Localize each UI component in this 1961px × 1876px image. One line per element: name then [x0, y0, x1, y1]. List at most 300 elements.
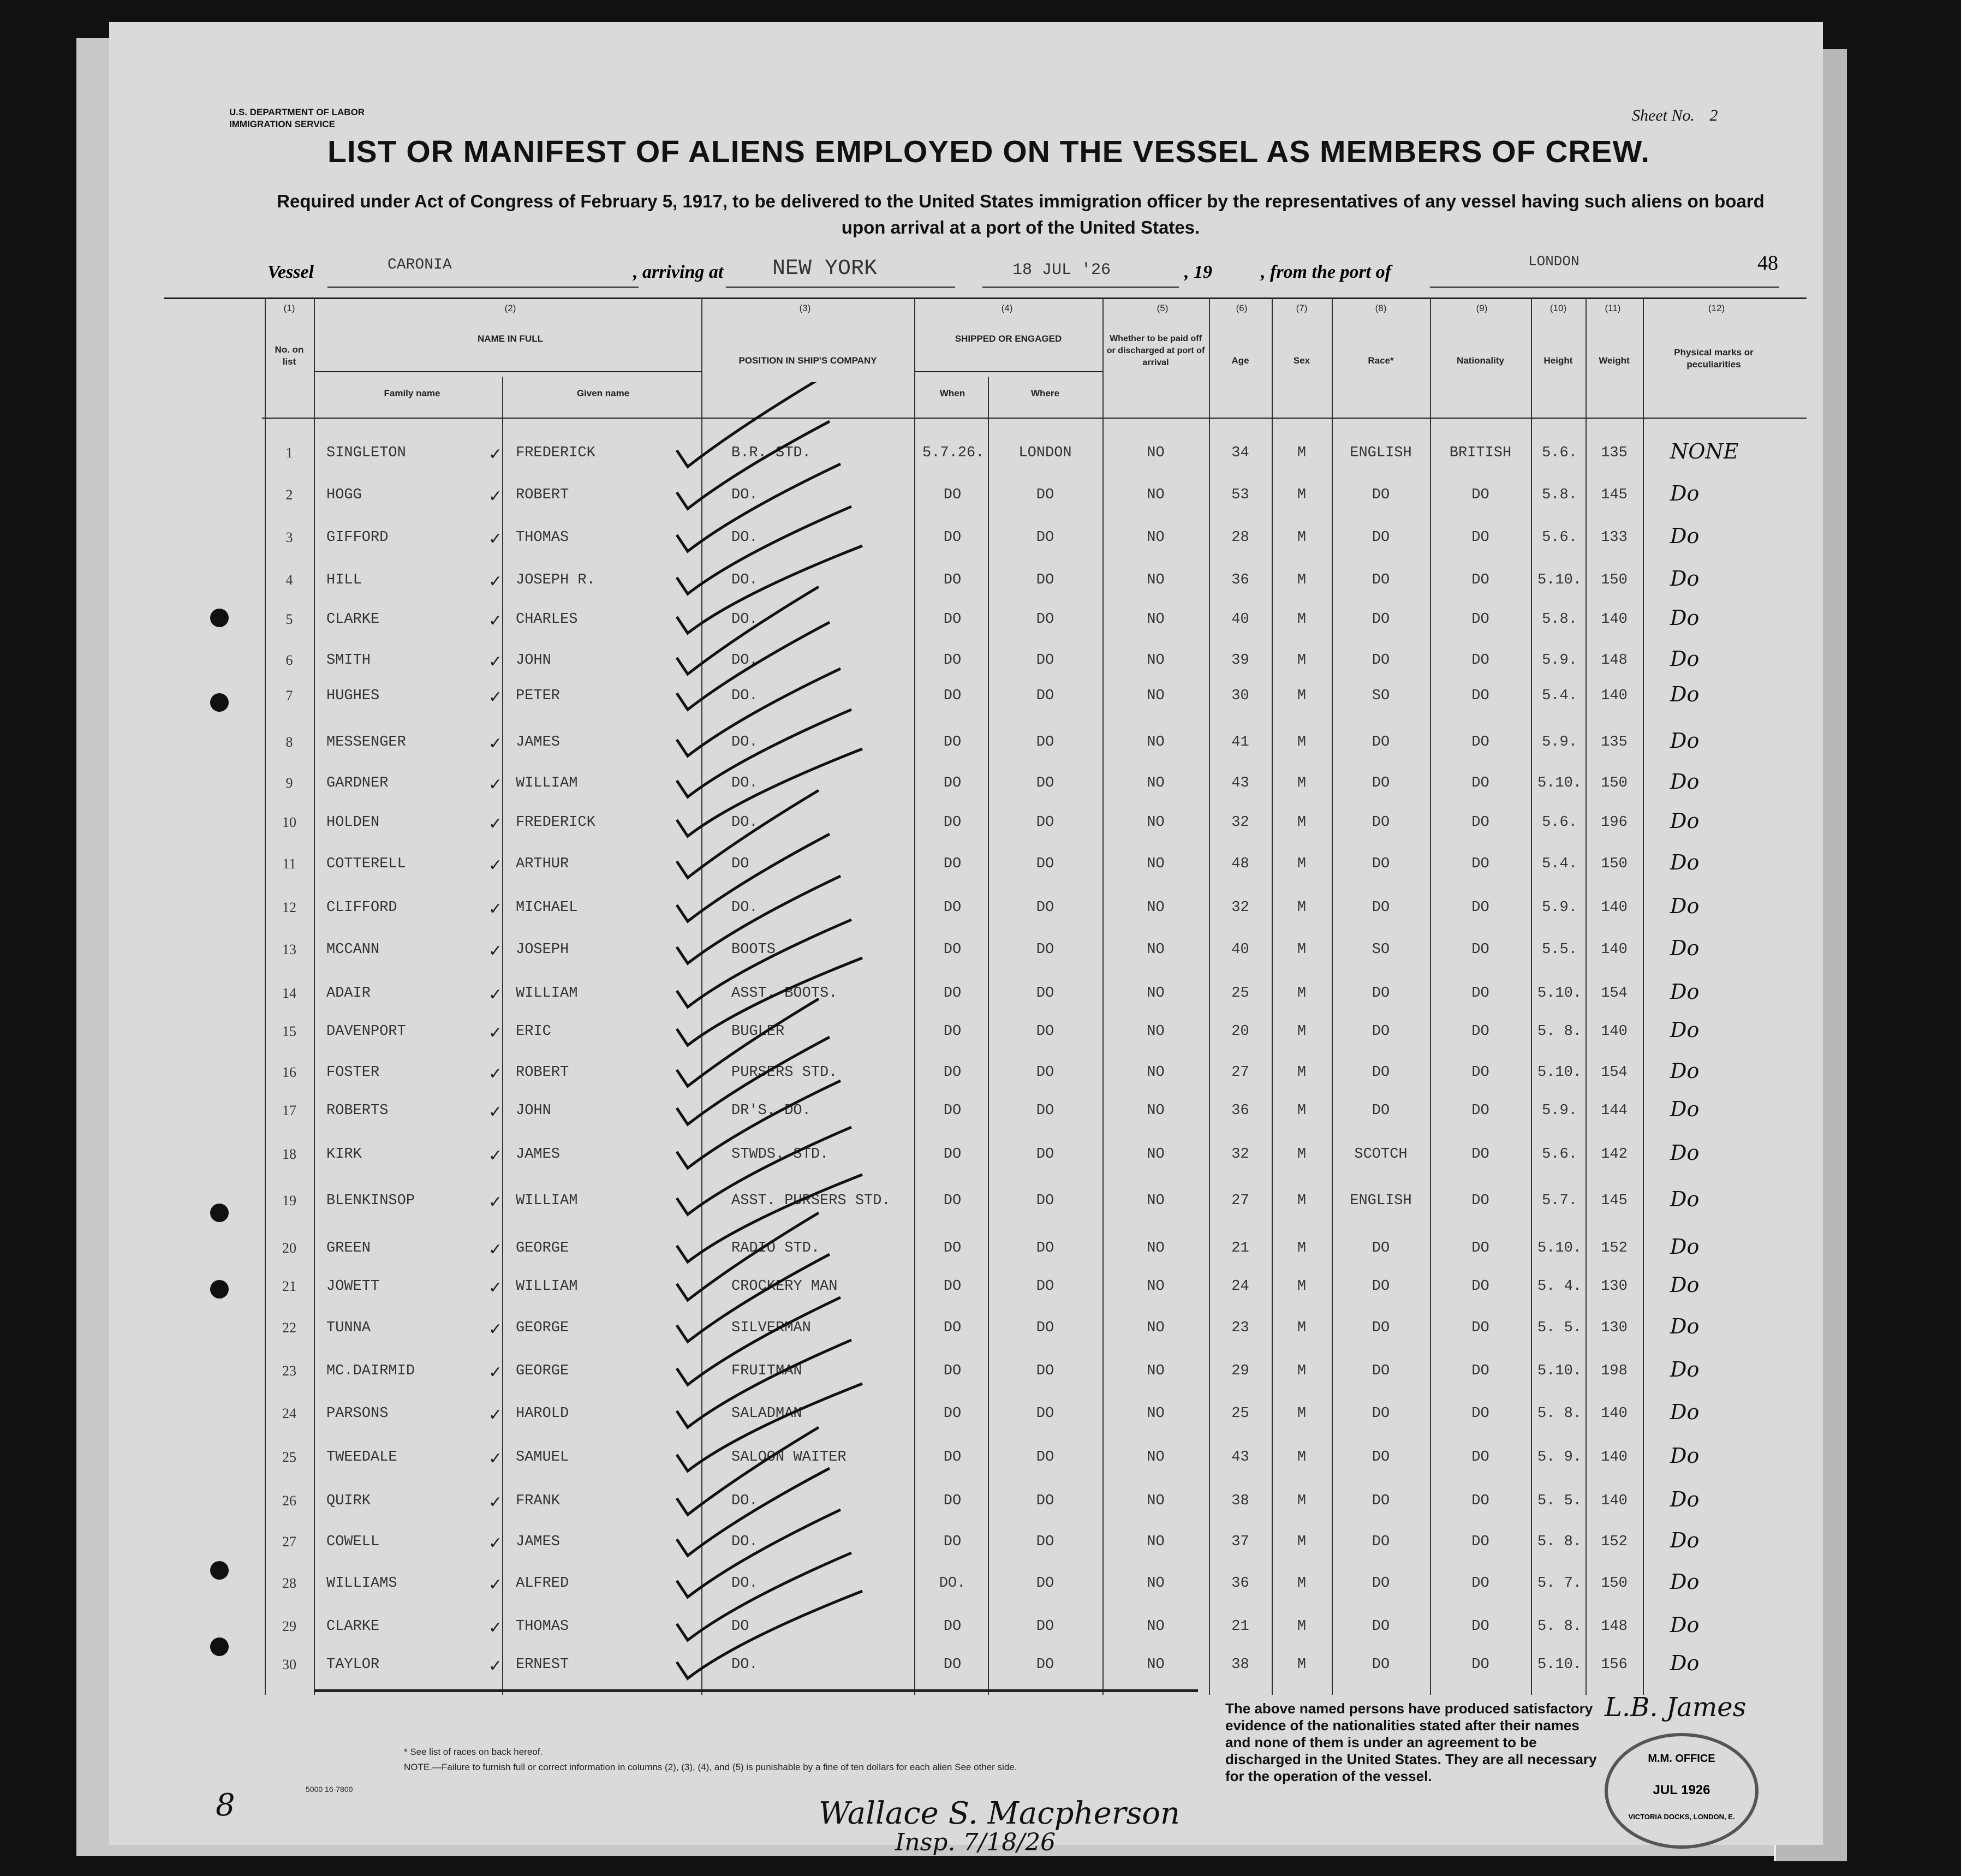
col-header-shipped: SHIPPED OR ENGAGED [955, 333, 1062, 344]
age-cell: 41 [1231, 734, 1249, 751]
given-name-cell: FREDERICK [516, 814, 595, 831]
sex-cell: M [1297, 1618, 1307, 1635]
age-cell: 40 [1231, 611, 1249, 628]
when-cell: 5.7.26. [922, 445, 985, 461]
age-cell: 32 [1231, 1146, 1249, 1163]
age-cell: 32 [1231, 814, 1249, 831]
underline [327, 287, 639, 288]
vessel-row [267, 252, 1796, 289]
weight-cell: 140 [1601, 688, 1628, 704]
paid-off-cell: NO [1147, 1449, 1165, 1466]
family-name-cell: MCCANN [326, 942, 380, 958]
col-number: (6) [1236, 303, 1248, 313]
nationality-cell: DO [1471, 1103, 1489, 1119]
table-row [0, 1400, 1961, 1433]
weight-cell: 196 [1601, 814, 1628, 831]
position-cell: CROCKERY MAN [731, 1278, 838, 1295]
sex-cell: M [1297, 985, 1307, 1002]
sheet-number [1632, 106, 1718, 125]
marks-cell: Do [1670, 936, 1700, 960]
position-cell: DO [731, 856, 749, 872]
check-mark-icon: ✓ [488, 1618, 503, 1637]
where-cell: DO [1036, 1449, 1054, 1466]
nationality-cell: DO [1471, 734, 1489, 751]
col-header-marks: Physical marks or peculiarities [1674, 347, 1754, 370]
check-mark-icon: ✓ [488, 856, 503, 875]
family-name-cell: CLIFFORD [326, 900, 397, 916]
height-cell: 5.9. [1542, 652, 1577, 669]
height-cell: 5.10. [1537, 1363, 1582, 1379]
underline [726, 287, 955, 288]
row-number: 7 [285, 688, 293, 704]
position-cell: RADIO STD. [731, 1240, 820, 1256]
nationality-cell: DO [1471, 856, 1489, 872]
pen-stroke [677, 1340, 851, 1427]
age-cell: 43 [1231, 1449, 1249, 1466]
check-mark-icon: ✓ [488, 611, 503, 630]
check-mark-icon: ✓ [488, 1363, 503, 1382]
given-name-cell: FREDERICK [516, 445, 595, 461]
marks-cell: Do [1670, 1487, 1700, 1511]
age-cell: 27 [1231, 1193, 1249, 1209]
family-name-cell: SMITH [326, 652, 371, 669]
table-row [0, 1314, 1961, 1347]
race-cell: DO [1372, 529, 1390, 546]
row-number: 21 [282, 1278, 296, 1294]
where-cell: DO [1036, 1657, 1054, 1673]
age-cell: 36 [1231, 1103, 1249, 1119]
col-number: (7) [1296, 303, 1308, 313]
height-cell: 5. 8. [1537, 1405, 1582, 1422]
paid-off-cell: NO [1147, 1534, 1165, 1550]
col-header-where: Where [1031, 388, 1059, 398]
when-cell: DO [943, 734, 962, 751]
position-cell: DO. [731, 572, 758, 588]
position-cell: DO. [731, 814, 758, 831]
pen-stroke [677, 1553, 851, 1640]
arrival-port: NEW YORK [772, 257, 878, 281]
paid-off-cell: NO [1147, 1493, 1165, 1509]
when-cell: DO [943, 1618, 962, 1635]
when-cell: DO [943, 1493, 962, 1509]
marks-cell: Do [1670, 980, 1700, 1004]
weight-cell: 140 [1601, 942, 1628, 958]
col-header-race: Race* [1368, 355, 1394, 366]
table-row [0, 1651, 1961, 1684]
family-name-cell: BLENKINSOP [326, 1193, 415, 1209]
table-row [0, 770, 1961, 802]
height-cell: 5. 8. [1537, 1023, 1582, 1040]
position-cell: DO. [731, 688, 758, 704]
age-cell: 48 [1231, 856, 1249, 872]
age-cell: 25 [1231, 985, 1249, 1002]
marks-cell: Do [1670, 567, 1700, 591]
pen-stroke [677, 1254, 830, 1342]
table-row [0, 1444, 1961, 1476]
stamp-date: JUL 1926 [1653, 1783, 1710, 1797]
race-cell: DO [1372, 1493, 1390, 1509]
sex-cell: M [1297, 1064, 1307, 1081]
check-mark-icon: ✓ [488, 1493, 503, 1512]
when-cell: DO [943, 1449, 962, 1466]
col-header-when: When [939, 388, 965, 398]
height-cell: 5.6. [1542, 1146, 1577, 1163]
pen-stroke [677, 920, 851, 1007]
nationality-cell: DO [1471, 652, 1489, 669]
height-cell: 5.4. [1542, 688, 1577, 704]
col-header-name: NAME IN FULL [478, 333, 543, 344]
height-cell: 5.10. [1537, 985, 1582, 1002]
table-row [0, 1613, 1961, 1646]
paid-off-cell: NO [1147, 1146, 1165, 1163]
master-signature: L.B. James [1605, 1692, 1747, 1723]
weight-cell: 154 [1601, 1064, 1628, 1081]
where-cell: DO [1036, 572, 1054, 588]
given-name-cell: FRANK [516, 1493, 561, 1509]
age-cell: 27 [1231, 1064, 1249, 1081]
sheet-value: 2 [1709, 106, 1718, 124]
paid-off-cell: NO [1147, 775, 1165, 791]
table-row [0, 1059, 1961, 1092]
check-mark-icon: ✓ [488, 814, 503, 833]
race-cell: DO [1372, 487, 1390, 503]
weight-cell: 140 [1601, 1493, 1628, 1509]
nationality-cell: DO [1471, 611, 1489, 628]
given-name-cell: HAROLD [516, 1405, 569, 1422]
row-number: 5 [285, 611, 293, 627]
sex-cell: M [1297, 734, 1307, 751]
paid-off-cell: NO [1147, 942, 1165, 958]
pen-stroke [677, 1037, 830, 1124]
where-cell: DO [1036, 1240, 1054, 1256]
row-number: 12 [282, 900, 296, 915]
col-number: (1) [283, 303, 295, 313]
check-mark-icon: ✓ [488, 487, 503, 506]
paid-off-cell: NO [1147, 856, 1165, 872]
check-mark-icon: ✓ [488, 1193, 503, 1212]
position-cell: BUGLER [731, 1023, 785, 1040]
weight-cell: 148 [1601, 652, 1628, 669]
position-cell: SALOON WAITER [731, 1449, 847, 1466]
weight-cell: 145 [1601, 487, 1628, 503]
sex-cell: M [1297, 1363, 1307, 1379]
marks-cell: Do [1670, 1357, 1700, 1381]
when-cell: DO [943, 985, 962, 1002]
nationality-cell: DO [1471, 1493, 1489, 1509]
weight-cell: 148 [1601, 1618, 1628, 1635]
sex-cell: M [1297, 856, 1307, 872]
marks-cell: Do [1670, 1273, 1700, 1297]
check-mark-icon: ✓ [488, 734, 503, 753]
marks-cell: Do [1670, 894, 1700, 918]
paid-off-cell: NO [1147, 487, 1165, 503]
row-number: 22 [282, 1320, 296, 1336]
sex-cell: M [1297, 1449, 1307, 1466]
header-bottom-border [262, 418, 1807, 419]
where-cell: DO [1036, 1618, 1054, 1635]
race-cell: ENGLISH [1350, 445, 1412, 461]
race-cell: DO [1372, 1534, 1390, 1550]
department-label [229, 106, 365, 130]
weight-cell: 150 [1601, 856, 1628, 872]
family-name-cell: GREEN [326, 1240, 371, 1256]
inspector-date: Insp. 7/18/26 [895, 1829, 1056, 1856]
race-cell: DO [1372, 1405, 1390, 1422]
nationality-cell: DO [1471, 1064, 1489, 1081]
age-cell: 28 [1231, 529, 1249, 546]
marks-cell: Do [1670, 1018, 1700, 1042]
family-name-cell: MESSENGER [326, 734, 406, 751]
height-cell: 5.10. [1537, 1064, 1582, 1081]
col-header-given-name: Given name [576, 388, 630, 398]
check-mark-icon: ✓ [488, 572, 503, 591]
family-name-cell: CLARKE [326, 611, 380, 628]
age-cell: 36 [1231, 572, 1249, 588]
given-name-cell: WILLIAM [516, 1278, 578, 1295]
check-mark-icon: ✓ [488, 652, 503, 671]
row-number: 15 [282, 1023, 296, 1039]
sex-cell: M [1297, 900, 1307, 916]
where-cell: DO [1036, 611, 1054, 628]
age-cell: 23 [1231, 1320, 1249, 1336]
row-number: 20 [282, 1240, 296, 1256]
pen-stroke [677, 1510, 841, 1597]
weight-cell: 140 [1601, 1449, 1628, 1466]
age-cell: 34 [1231, 445, 1249, 461]
height-cell: 5.6. [1542, 445, 1577, 461]
when-cell: DO [943, 1146, 962, 1163]
race-cell: DO [1372, 1657, 1390, 1673]
nationality-cell: BRITISH [1449, 445, 1512, 461]
check-mark-icon: ✓ [488, 1103, 503, 1122]
when-cell: DO [943, 1023, 962, 1040]
position-cell: DO. [731, 775, 758, 791]
check-mark-icon: ✓ [488, 1320, 503, 1339]
given-name-cell: MICHAEL [516, 900, 578, 916]
race-cell: DO [1372, 814, 1390, 831]
height-cell: 5.8. [1542, 611, 1577, 628]
nationality-cell: DO [1471, 529, 1489, 546]
col-number: (4) [1001, 303, 1013, 313]
family-name-cell: HOLDEN [326, 814, 380, 831]
marks-cell: Do [1670, 1235, 1700, 1259]
paid-off-cell: NO [1147, 529, 1165, 546]
nationality-cell: DO [1471, 1240, 1489, 1256]
row-number: 19 [282, 1193, 296, 1208]
marks-cell: Do [1670, 1444, 1700, 1468]
row-number: 6 [285, 652, 293, 668]
given-name-cell: JOSEPH [516, 942, 569, 958]
given-name-cell: ERIC [516, 1023, 551, 1040]
col-number: (11) [1605, 303, 1621, 313]
row-number: 2 [285, 487, 293, 503]
where-cell: DO [1036, 1193, 1054, 1209]
table-row [0, 1018, 1961, 1051]
table-row [0, 936, 1961, 969]
race-cell: DO [1372, 856, 1390, 872]
nationality-cell: DO [1471, 942, 1489, 958]
nationality-cell: DO [1471, 1023, 1489, 1040]
when-cell: DO [943, 1064, 962, 1081]
when-cell: DO [943, 814, 962, 831]
family-name-cell: TUNNA [326, 1320, 371, 1336]
age-cell: 38 [1231, 1657, 1249, 1673]
where-cell: DO [1036, 1534, 1054, 1550]
race-cell: DO [1372, 1103, 1390, 1119]
age-cell: 38 [1231, 1493, 1249, 1509]
paid-off-cell: NO [1147, 1278, 1165, 1295]
nationality-cell: DO [1471, 1146, 1489, 1163]
position-cell: ASST. PURSERS STD. [731, 1193, 891, 1209]
given-name-cell: THOMAS [516, 1618, 569, 1635]
weight-cell: 150 [1601, 775, 1628, 791]
race-cell: DO [1372, 1023, 1390, 1040]
sheet-label: Sheet No. [1632, 106, 1695, 124]
given-name-cell: JOHN [516, 1103, 551, 1119]
marks-cell: Do [1670, 850, 1700, 874]
position-cell: DO. [731, 1493, 758, 1509]
weight-cell: 152 [1601, 1534, 1628, 1550]
age-cell: 43 [1231, 775, 1249, 791]
family-name-cell: ROBERTS [326, 1103, 389, 1119]
table-row [0, 980, 1961, 1013]
given-name-cell: WILLIAM [516, 985, 578, 1002]
stamp-bottom-text: VICTORIA DOCKS, LONDON, E. [1628, 1813, 1735, 1821]
height-cell: 5.6. [1542, 529, 1577, 546]
table-row [0, 481, 1961, 514]
check-mark-icon: ✓ [488, 1023, 503, 1043]
when-cell: DO [943, 1320, 962, 1336]
when-cell: DO [943, 572, 962, 588]
height-cell: 5. 5. [1537, 1493, 1582, 1509]
where-cell: LONDON [1018, 445, 1072, 461]
nationality-cell: DO [1471, 1575, 1489, 1592]
col-header-weight: Weight [1599, 355, 1630, 366]
vessel-label: Vessel [267, 262, 314, 282]
pen-stroke [677, 958, 862, 1045]
sex-cell: M [1297, 1240, 1307, 1256]
table-row [0, 439, 1961, 472]
row-number: 26 [282, 1493, 296, 1509]
height-cell: 5.9. [1542, 734, 1577, 751]
weight-cell: 140 [1601, 611, 1628, 628]
table-row [0, 894, 1961, 927]
age-cell: 37 [1231, 1534, 1249, 1550]
height-cell: 5. 4. [1537, 1278, 1582, 1295]
pen-stroke [677, 1468, 830, 1556]
given-name-cell: GEORGE [516, 1320, 569, 1336]
pen-stroke [677, 1427, 819, 1515]
where-cell: DO [1036, 734, 1054, 751]
pen-stroke [677, 507, 851, 594]
row-number: 30 [282, 1657, 296, 1672]
where-cell: DO [1036, 1493, 1054, 1509]
pen-stroke [677, 1297, 841, 1385]
row-number: 23 [282, 1363, 296, 1379]
from-port-label: , from the port of [1261, 262, 1391, 282]
weight-cell: 142 [1601, 1146, 1628, 1163]
row-number: 28 [282, 1575, 296, 1591]
when-cell: DO [943, 1405, 962, 1422]
race-cell: DO [1372, 1320, 1390, 1336]
family-name-cell: SINGLETON [326, 445, 406, 461]
age-cell: 29 [1231, 1363, 1249, 1379]
check-mark-icon: ✓ [488, 1575, 503, 1594]
family-name-cell: COTTERELL [326, 856, 406, 872]
row-number: 27 [282, 1534, 296, 1550]
row-number: 10 [282, 814, 296, 830]
given-name-cell: THOMAS [516, 529, 569, 546]
where-cell: DO [1036, 1023, 1054, 1040]
weight-cell: 144 [1601, 1103, 1628, 1119]
where-cell: DO [1036, 942, 1054, 958]
family-name-cell: KIRK [326, 1146, 362, 1163]
sex-cell: M [1297, 1534, 1307, 1550]
table-row [0, 1357, 1961, 1390]
paid-off-cell: NO [1147, 1405, 1165, 1422]
height-cell: 5.6. [1542, 814, 1577, 831]
weight-cell: 140 [1601, 1023, 1628, 1040]
check-mark-icon: ✓ [488, 1405, 503, 1425]
marks-cell: Do [1670, 682, 1700, 706]
paid-off-cell: NO [1147, 572, 1165, 588]
position-cell: B.R. STD. [731, 445, 811, 461]
check-mark-icon: ✓ [488, 1657, 503, 1676]
position-cell: DO. [731, 652, 758, 669]
col-header-sex: Sex [1293, 355, 1310, 366]
pen-stroke [677, 790, 819, 878]
race-cell: DO [1372, 1618, 1390, 1635]
office-stamp [1605, 1733, 1759, 1849]
nationality-cell: DO [1471, 1405, 1489, 1422]
height-cell: 5. 5. [1537, 1320, 1582, 1336]
vessel-name: CARONIA [388, 257, 452, 273]
sex-cell: M [1297, 1146, 1307, 1163]
marks-cell: Do [1670, 1613, 1700, 1637]
when-cell: DO [943, 1193, 962, 1209]
pen-stroke [677, 749, 862, 836]
where-cell: DO [1036, 1575, 1054, 1592]
given-name-cell: JAMES [516, 1534, 561, 1550]
page-number: 48 [1757, 252, 1778, 275]
marks-cell: Do [1670, 1314, 1700, 1338]
form-code: 5000 16-7800 [306, 1785, 353, 1794]
age-cell: 21 [1231, 1240, 1249, 1256]
shipped-subheader-line [914, 371, 1102, 372]
where-cell: DO [1036, 1064, 1054, 1081]
check-mark-icon: ✓ [488, 1534, 503, 1553]
weight-cell: 150 [1601, 1575, 1628, 1592]
weight-cell: 156 [1601, 1657, 1628, 1673]
end-of-list-line [314, 1689, 1198, 1692]
marks-cell: Do [1670, 606, 1700, 630]
weight-cell: 135 [1601, 734, 1628, 751]
row-number: 24 [282, 1405, 296, 1421]
pen-stroke [677, 1175, 862, 1262]
race-cell: DO [1372, 1240, 1390, 1256]
where-cell: DO [1036, 688, 1054, 704]
family-name-cell: ADAIR [326, 985, 371, 1002]
position-cell: DO. [731, 529, 758, 546]
where-cell: DO [1036, 1146, 1054, 1163]
family-name-cell: PARSONS [326, 1405, 389, 1422]
age-cell: 53 [1231, 487, 1249, 503]
nationality-cell: DO [1471, 487, 1489, 503]
race-cell: SO [1372, 688, 1390, 704]
height-cell: 5.5. [1542, 942, 1577, 958]
family-name-cell: HILL [326, 572, 362, 588]
family-name-cell: HOGG [326, 487, 362, 503]
